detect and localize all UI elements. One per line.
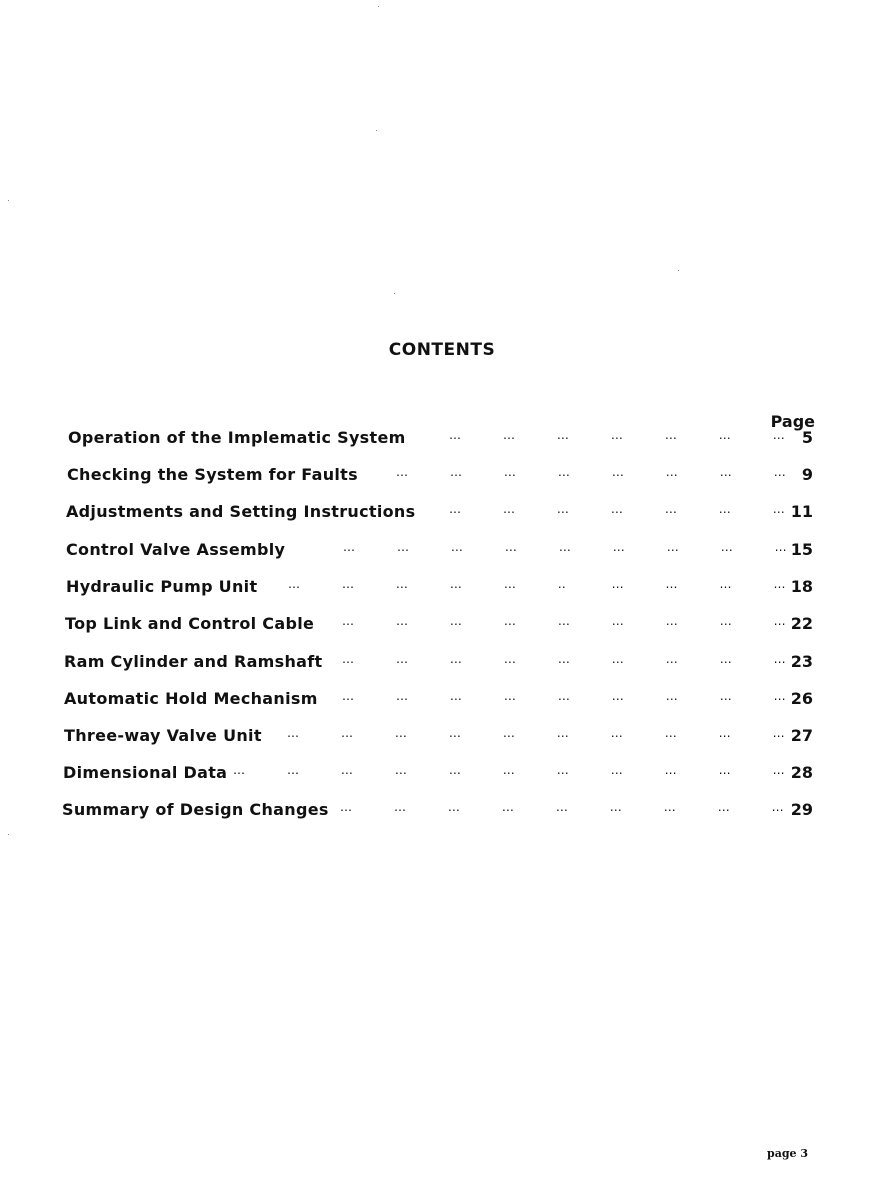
toc-entry-page: 23 — [790, 652, 813, 671]
toc-entry-label: Top Link and Control Cable — [65, 614, 315, 633]
toc-entry-page: 28 — [790, 763, 813, 782]
toc-entry-label: Ram Cylinder and Ramshaft — [64, 652, 323, 671]
toc-entry-page: 9 — [801, 465, 813, 484]
toc-entry-page: 18 — [790, 577, 813, 596]
toc-entry[interactable] — [0, 689, 884, 713]
toc-entry-page: 22 — [790, 614, 813, 633]
page-number-footer: page 3 — [767, 1147, 808, 1160]
toc-entry-label: Control Valve Assembly — [66, 540, 286, 559]
toc-entry-label: Hydraulic Pump Unit — [66, 577, 258, 596]
toc-entry-page: 15 — [790, 540, 813, 559]
leader-dots: … … … … … … … … — [396, 465, 786, 479]
leader-dots: … … … … … … … … … — [342, 689, 786, 703]
leader-dots: … … … … … … … … … — [343, 540, 787, 554]
leader-dots: … … … … … … … … … — [340, 800, 784, 814]
toc-entry-label: Three-way Valve Unit — [64, 726, 262, 745]
leader-dots: … … … … … … … — [449, 428, 785, 442]
toc-entry-label: Dimensional Data — [63, 763, 228, 782]
toc-entry-page: 29 — [790, 800, 813, 819]
toc-entry[interactable] — [0, 540, 884, 564]
leader-dots: … … … … … … … … … — [342, 614, 786, 628]
toc-entry[interactable] — [0, 614, 884, 638]
toc-entry-label: Adjustments and Setting Instructions — [66, 502, 416, 521]
toc-entry-label: Summary of Design Changes — [62, 800, 329, 819]
leader-dots: … … … … … … … … … … … — [233, 763, 785, 777]
toc-entry[interactable] — [0, 800, 884, 824]
leader-dots: … … … … … … … … … … — [287, 726, 785, 740]
toc-entry-label: Operation of the Implematic System — [68, 428, 406, 447]
toc-entry-label: Checking the System for Faults — [67, 465, 358, 484]
leader-dots: … … … … … ‥ … … … … — [288, 577, 786, 591]
toc-entry-page: 11 — [790, 502, 813, 521]
toc-entry[interactable] — [0, 763, 884, 787]
toc-entry[interactable] — [0, 502, 884, 526]
toc-entry[interactable] — [0, 465, 884, 489]
toc-entry[interactable] — [0, 652, 884, 676]
scan-speck — [378, 6, 379, 7]
leader-dots: … … … … … … … … … — [342, 652, 786, 666]
scan-speck — [8, 200, 9, 201]
page-column-header: Page — [770, 412, 815, 431]
scan-speck — [8, 834, 9, 835]
toc-entry-page: 27 — [790, 726, 813, 745]
toc-entry-label: Automatic Hold Mechanism — [64, 689, 318, 708]
toc-entry[interactable] — [0, 577, 884, 601]
contents-title: CONTENTS — [388, 340, 496, 360]
toc-entry[interactable] — [0, 726, 884, 750]
scan-speck — [678, 270, 679, 271]
toc-entry[interactable] — [0, 428, 884, 452]
leader-dots: … … … … … … … — [449, 502, 785, 516]
scan-speck — [376, 130, 377, 131]
toc-entry-page: 5 — [801, 428, 813, 447]
scan-speck — [394, 293, 395, 294]
toc-entry-page: 26 — [790, 689, 813, 708]
